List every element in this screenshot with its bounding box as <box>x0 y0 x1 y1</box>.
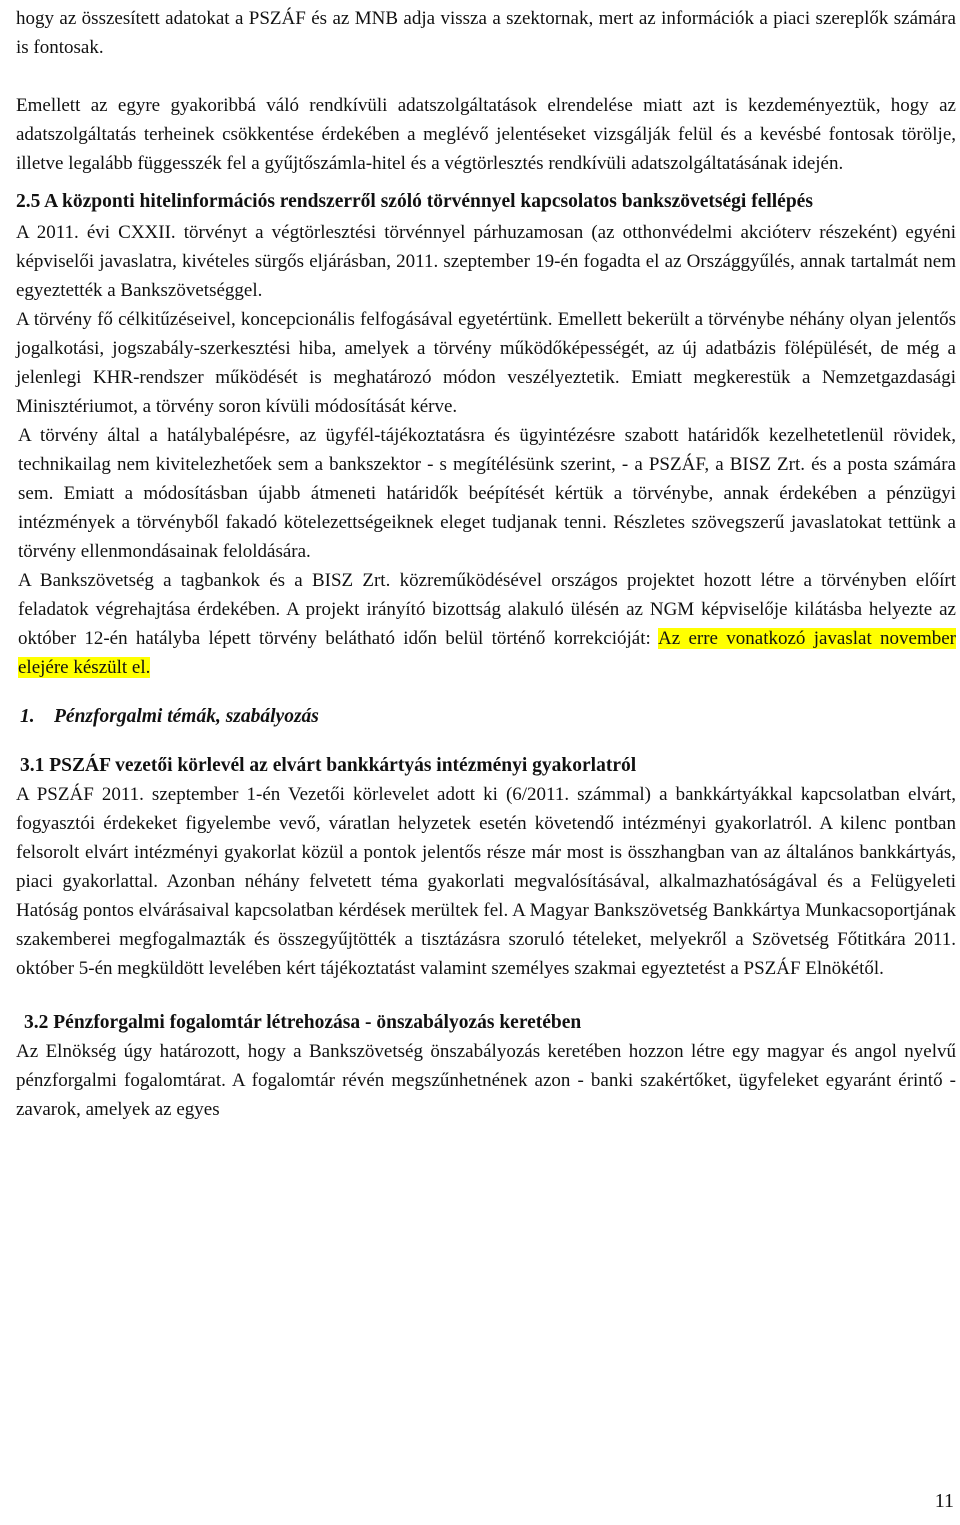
section-heading-3-2: 3.2 Pénzforgalmi fogalomtár létrehozása - önszabályozás keretében <box>24 1012 582 1033</box>
document-page <box>16 4 956 1124</box>
highlighted-text: Az erre vonatkozó javaslat november elejére készült el. <box>18 628 957 678</box>
chapter-title: Pénzforgalmi témák, szabályozás <box>54 706 319 727</box>
chapter-heading-1 <box>16 702 956 731</box>
paragraph-2011-torveny: A 2011. évi CXXII. törvényt a végtörlesztési törvénnyel párhuzamosan (az otthonvédelmi akcióterv részeként) egyéni képviselői javaslatra, kivételes sürgős eljárásban, 2011. szeptember 19-én fogadta el az Országgyűlés, annak tartalmát nem egyeztették a Bankszövetséggel. <box>16 222 956 301</box>
paragraph-intro: hogy az összesített adatokat a PSZÁF és az MNB adja vissza a szektornak, mert az információk a piaci szereplők számára is fontosak. <box>16 8 956 58</box>
section-heading-2-5: 2.5 A központi hitelinformációs rendszerről szóló törvénnyel kapcsolatos bankszövetségi fellépés <box>16 191 813 212</box>
paragraph-torveny-celkituzes: A törvény fő célkitűzéseivel, koncepcionális felfogásával egyetértünk. Emellett bekerült a törvénybe néhány olyan jelentős jogalkotási, jogszabály-szerkesztési hiba, amelyek a törvény működőképességét, az új adatbázis fölépülését, de még a jelenlegi KHR-rendszer működését is meghatározó módon veszélyeztetik. Emiatt megkerestük a Nemzetgazdasági Minisztériumot, a törvény soron kívüli módosítását kérve. <box>16 309 956 417</box>
chapter-number: 1. <box>20 706 35 727</box>
page-number: 11 <box>934 1490 954 1512</box>
paragraph-adatszolgaltatas: Emellett az egyre gyakoribbá váló rendkívüli adatszolgáltatások elrendelése miatt azt is kezdeményeztük, hogy az adatszolgáltatás terheinek csökkentése érdekében a meglévő jelentéseket vizsgálják felül és a kevésbé fontosak törölje, illetve legalább függesszék fel a gyűjtőszámla-hitel és a végtörlesztés rendkívüli adatszolgáltatásának idején. <box>16 95 956 174</box>
paragraph-projekt-text: A Bankszövetség a tagbankok és a BISZ Zrt. közreműködésével országos projektet hozott létre a törvényben előírt feladatok végrehajtása érdekében. A projekt irányító bizottság alakuló ülésén az NGM képviselője kilátásba helyezte az október 12-én hatályba lépett törvény belátható időn belül történő korrekcióját: <box>18 570 956 649</box>
paragraph-projekt <box>16 566 956 682</box>
section-heading-3-1: 3.1 PSZÁF vezetői körlevél az elvárt bankkártyás intézményi gyakorlatról <box>20 755 637 776</box>
paragraph-3-2: Az Elnökség úgy határozott, hogy a Bankszövetség önszabályozás keretében hozzon létre egy magyar és angol nyelvű pénzforgalmi fogalomtárat. A fogalomtár révén megszűnhetnének azon - banki szakértőket, ügyfeleket egyaránt érintő - zavarok, amelyek az egyes <box>16 1041 956 1120</box>
paragraph-hataridok: A törvény által a hatálybalépésre, az ügyfél-tájékoztatásra és ügyintézésre szabott határidők kezelhetetlenül rövidek, technikailag nem kivitelezhetőek sem a bankszektor - s megítélésünk szerint, - a PSZÁF, a BISZ Zrt. és a posta számára sem. Emiatt a módosításban újabb átmeneti határidők beépítését kértük a törvénybe, annak érdekében a pénzügyi intézmények a törvényből fakadó kötelezettségeiknek eleget tudjanak tenni. Részletes szövegszerű javaslatokat tettünk a törvény ellenmondásainak feloldására. <box>18 425 956 562</box>
paragraph-3-1: A PSZÁF 2011. szeptember 1-én Vezetői körlevelet adott ki (6/2011. számmal) a bankkártyákkal kapcsolatban elvárt, fogyasztói érdekeket figyelembe vevő, váratlan helyzetek esetén követendő intézményi gyakorlatról. A kilenc pontban felsorolt elvárt intézményi gyakorlat közül a pontok jelentős része már most is összhangban van az általános bankkártyás, piaci gyakorlattal. Azonban néhány felvetett téma gyakorlati megvalósításával, alkalmazhatóságával és a Felügyeleti Hatóság pontos elvárásaival kapcsolatban kérdések merültek fel. A Magyar Bankszövetség Bankkártya Munkacsoportjának szakemberei megfogalmazták és összegyűjtötték a tisztázásra szoruló tételeket, melyekről a Szövetség Főtitkára 2011. október 5-én megküldött levelében kért tájékoztatást valamint személyes szakmai egyeztetést a PSZÁF Elnökétől. <box>16 784 956 979</box>
